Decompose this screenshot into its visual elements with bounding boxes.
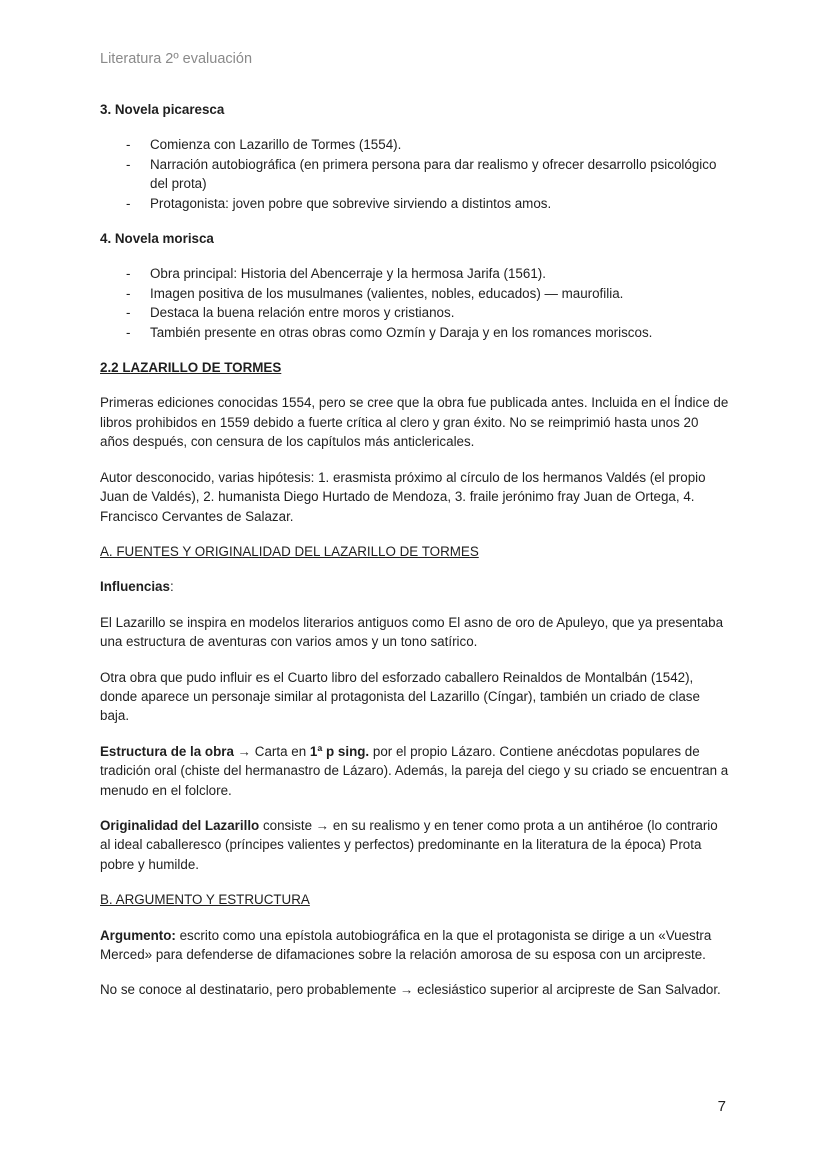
originalidad-rest: consiste → en su realismo y en tener como prota a un antihéroe (lo contrario al ideal caballeresco (príncipes valientes y perfectos) predominante en la literatura de la época) Prota pobre y humilde. — [100, 817, 718, 872]
estructura-rest: por el propio Lázaro. Contiene anécdotas populares de tradición oral (chiste del hermanastro de Lázaro). Además, la pareja del ciego y su criado se encuentran a menudo en el folclore. — [100, 743, 729, 798]
paragraph-estructura — [100, 742, 730, 800]
estructura-mid: → Carta en — [233, 743, 310, 759]
heading-argumento: B. ARGUMENTO Y ESTRUCTURA — [100, 892, 310, 908]
list-item: - También presente en otras obras como Ozmín y Daraja y en los romances moriscos. — [100, 323, 730, 342]
list-picaresca — [100, 135, 730, 213]
originalidad-label: Originalidad del Lazarillo — [100, 817, 260, 833]
list-morisca — [100, 264, 730, 342]
argumento-rest: escrito como una epístola autobiográfica en la que el protagonista se dirige a un «Vuestra Merced» para defenderse de difamaciones sobre la relación amorosa de su esposa con un arcipreste. — [100, 927, 712, 962]
list-item: - Comienza con Lazarillo de Tormes (1554). — [100, 135, 730, 154]
paragraph-originalidad — [100, 816, 730, 874]
list-item: - Protagonista: joven pobre que sobrevive sirviendo a distintos amos. — [100, 194, 730, 213]
list-item: - Destaca la buena relación entre moros y cristianos. — [100, 303, 730, 322]
paragraph-ediciones: Primeras ediciones conocidas 1554, pero se cree que la obra fue publicada antes. Incluida en el Índice de libros prohibidos en 1559 debido a fuerte crítica al clero y gran éxito. No se reimprimió hasta unos 20 años después, con censura de los capítulos más anticlericales. — [100, 395, 729, 450]
heading-novela-morisca: 4. Novela morisca — [100, 231, 214, 247]
list-item: - Obra principal: Historia del Abencerraje y la hermosa Jarifa (1561). — [100, 264, 730, 283]
page-number: 7 — [717, 1098, 726, 1115]
paragraph-argumento — [100, 926, 730, 965]
estructura-label: Estructura de la obra — [100, 743, 234, 759]
page-content — [100, 100, 730, 1016]
heading-novela-picaresca: 3. Novela picaresca — [100, 102, 225, 117]
list-item: - Imagen positiva de los musulmanes (valientes, nobles, educados) — maurofilia. — [100, 284, 730, 303]
argumento-label: Argumento: — [100, 927, 176, 943]
paragraph-autor: Autor desconocido, varias hipótesis: 1. erasmista próximo al círculo de los hermanos Valdés (el propio Juan de Valdés), 2. humanista Diego Hurtado de Mendoza, 3. fraile jerónimo fray Juan de Ortega, 4. Francisco Cervantes de Salazar. — [100, 469, 706, 524]
list-item: - Narración autobiográfica (en primera persona para dar realismo y ofrecer desarrollo psicológico del prota) — [100, 155, 730, 194]
influencias-colon: : — [169, 579, 174, 595]
paragraph-apuleyo: El Lazarillo se inspira en modelos literarios antiguos como El asno de oro de Apuleyo, que ya presentaba una estructura de aventuras con varios amos y un tono satírico. — [100, 614, 724, 650]
paragraph-reinaldos: Otra obra que pudo influir es el Cuarto libro del esforzado caballero Reinaldos de Montalbán (1542), donde aparece un personaje similar al protagonista del Lazarillo (Cíngar), también un criado de clase baja. — [100, 669, 700, 724]
influencias-line — [100, 577, 730, 596]
heading-lazarillo: 2.2 LAZARILLO DE TORMES — [100, 360, 282, 376]
page-header: Literatura 2º evaluación — [100, 51, 253, 67]
influencias-label: Influencias — [100, 579, 170, 595]
paragraph-destinatario: No se conoce al destinatario, pero probablemente → eclesiástico superior al arcipreste de San Salvador. — [100, 982, 721, 998]
estructura-bold: 1ª p sing. — [309, 743, 370, 759]
heading-fuentes: A. FUENTES Y ORIGINALIDAD DEL LAZARILLO DE TORMES — [100, 543, 479, 559]
